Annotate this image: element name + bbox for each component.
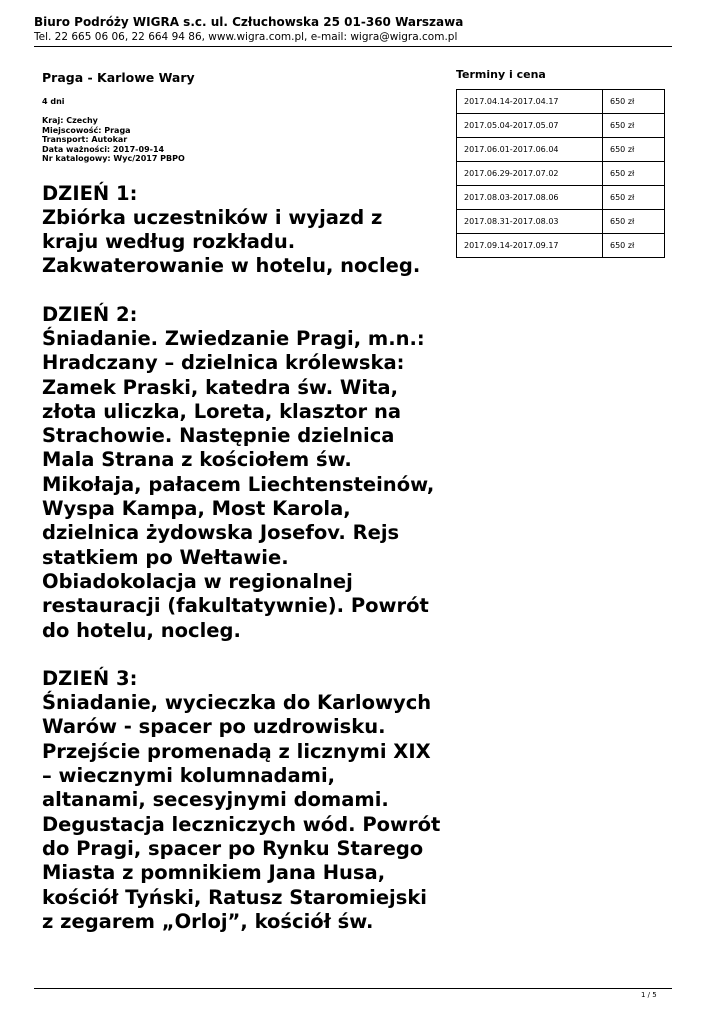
detail-valid-until: Data ważności: 2017-09-14 [42, 144, 165, 154]
company-name: Biuro Podróży WIGRA s.c. ul. Człuchowska 25 01-360 Warszawa [34, 15, 464, 29]
table-row [457, 210, 665, 234]
term-price: 650 zł [603, 186, 665, 210]
day-line: złota uliczka, Loreta, klasztor na [42, 399, 402, 423]
footer-divider [34, 988, 672, 989]
itinerary [42, 182, 442, 935]
day-line: z zegarem „Orloj”, kościół św. [42, 909, 374, 933]
term-dates: 2017.05.04-2017.05.07 [457, 114, 603, 138]
document-header [34, 15, 674, 44]
day-line: do Pragi, spacer po Rynku Starego [42, 836, 424, 860]
day-line: dzielnica żydowska Josefov. Rejs [42, 521, 400, 545]
detail-transport: Transport: Autokar [42, 135, 128, 144]
day-line: Przejście promenadą z licznymi XIX [42, 739, 431, 763]
term-dates: 2017.08.31-2017.08.03 [457, 210, 603, 234]
day-line: – wiecznymi kolumnadami, [42, 764, 336, 788]
trip-details [42, 116, 442, 164]
table-row [457, 234, 665, 258]
day-line: Śniadanie, wycieczka do Karlowych [42, 691, 432, 715]
term-dates: 2017.06.29-2017.07.02 [457, 162, 603, 186]
table-row [457, 162, 665, 186]
term-price: 650 zł [603, 234, 665, 258]
day-line: Mikołaja, pałacem Liechtensteinów, [42, 472, 435, 496]
day-heading: DZIEŃ 2: [42, 302, 138, 326]
term-price: 650 zł [603, 210, 665, 234]
term-dates: 2017.06.01-2017.06.04 [457, 138, 603, 162]
term-dates: 2017.09.14-2017.09.17 [457, 234, 603, 258]
terms-table [456, 89, 665, 258]
itinerary-day [42, 667, 442, 934]
day-line: Śniadanie. Zwiedzanie Pragi, m.n.: [42, 326, 425, 350]
trip-title: Praga - Karlowe Wary [42, 70, 195, 85]
table-row [457, 114, 665, 138]
term-price: 650 zł [603, 138, 665, 162]
term-price: 650 zł [603, 114, 665, 138]
table-row [457, 186, 665, 210]
day-line: Degustacja leczniczych wód. Powrót [42, 812, 441, 836]
day-line: statkiem po Wełtawie. [42, 545, 289, 569]
header-divider [34, 46, 672, 47]
itinerary-day [42, 182, 442, 279]
detail-country: Kraj: Czechy [42, 116, 98, 125]
day-line: Obiadokolacja w regionalnej [42, 569, 353, 593]
term-dates: 2017.08.03-2017.08.06 [457, 186, 603, 210]
day-line: Zamek Praski, katedra św. Wita, [42, 375, 398, 399]
term-dates: 2017.04.14-2017.04.17 [457, 90, 603, 114]
terms-section [456, 68, 666, 258]
term-price: 650 zł [603, 162, 665, 186]
table-row [457, 90, 665, 114]
terms-title: Terminy i cena [456, 68, 546, 81]
trip-duration: 4 dni [42, 97, 65, 106]
day-heading: DZIEŃ 1: [42, 181, 138, 205]
day-line: Strachowie. Następnie dzielnica [42, 424, 395, 448]
day-line: Hradczany – dzielnica królewska: [42, 351, 405, 375]
day-line: Wyspa Kampa, Most Karola, [42, 497, 351, 521]
detail-catalog-number: Nr katalogowy: Wyc/2017 PBPO [42, 154, 185, 163]
day-line: altanami, secesyjnymi domami. [42, 788, 389, 812]
day-line: kościół Tyński, Ratusz Staromiejski [42, 885, 427, 909]
page-number: 1 / 5 [641, 991, 657, 999]
day-line: Zbiórka uczestników i wyjazd z [42, 205, 383, 229]
day-line: restauracji (fakultatywnie). Powrót [42, 594, 429, 618]
day-line: do hotelu, nocleg. [42, 618, 241, 642]
day-heading: DZIEŃ 3: [42, 666, 138, 690]
day-line: Miasta z pomnikiem Jana Husa, [42, 861, 386, 885]
day-line: Warów - spacer po uzdrowisku. [42, 715, 386, 739]
day-line: Mala Strana z kościołem św. [42, 448, 352, 472]
detail-location: Miejscowość: Praga [42, 125, 131, 135]
term-price: 650 zł [603, 90, 665, 114]
trip-description [42, 70, 442, 958]
day-line: Zakwaterowanie w hotelu, nocleg. [42, 254, 421, 278]
company-contact: Tel. 22 665 06 06, 22 664 94 86, www.wigra.com.pl, e-mail: wigra@wigra.com.pl [34, 31, 458, 43]
table-row [457, 138, 665, 162]
day-line: kraju według rozkładu. [42, 230, 296, 254]
itinerary-day [42, 303, 442, 643]
